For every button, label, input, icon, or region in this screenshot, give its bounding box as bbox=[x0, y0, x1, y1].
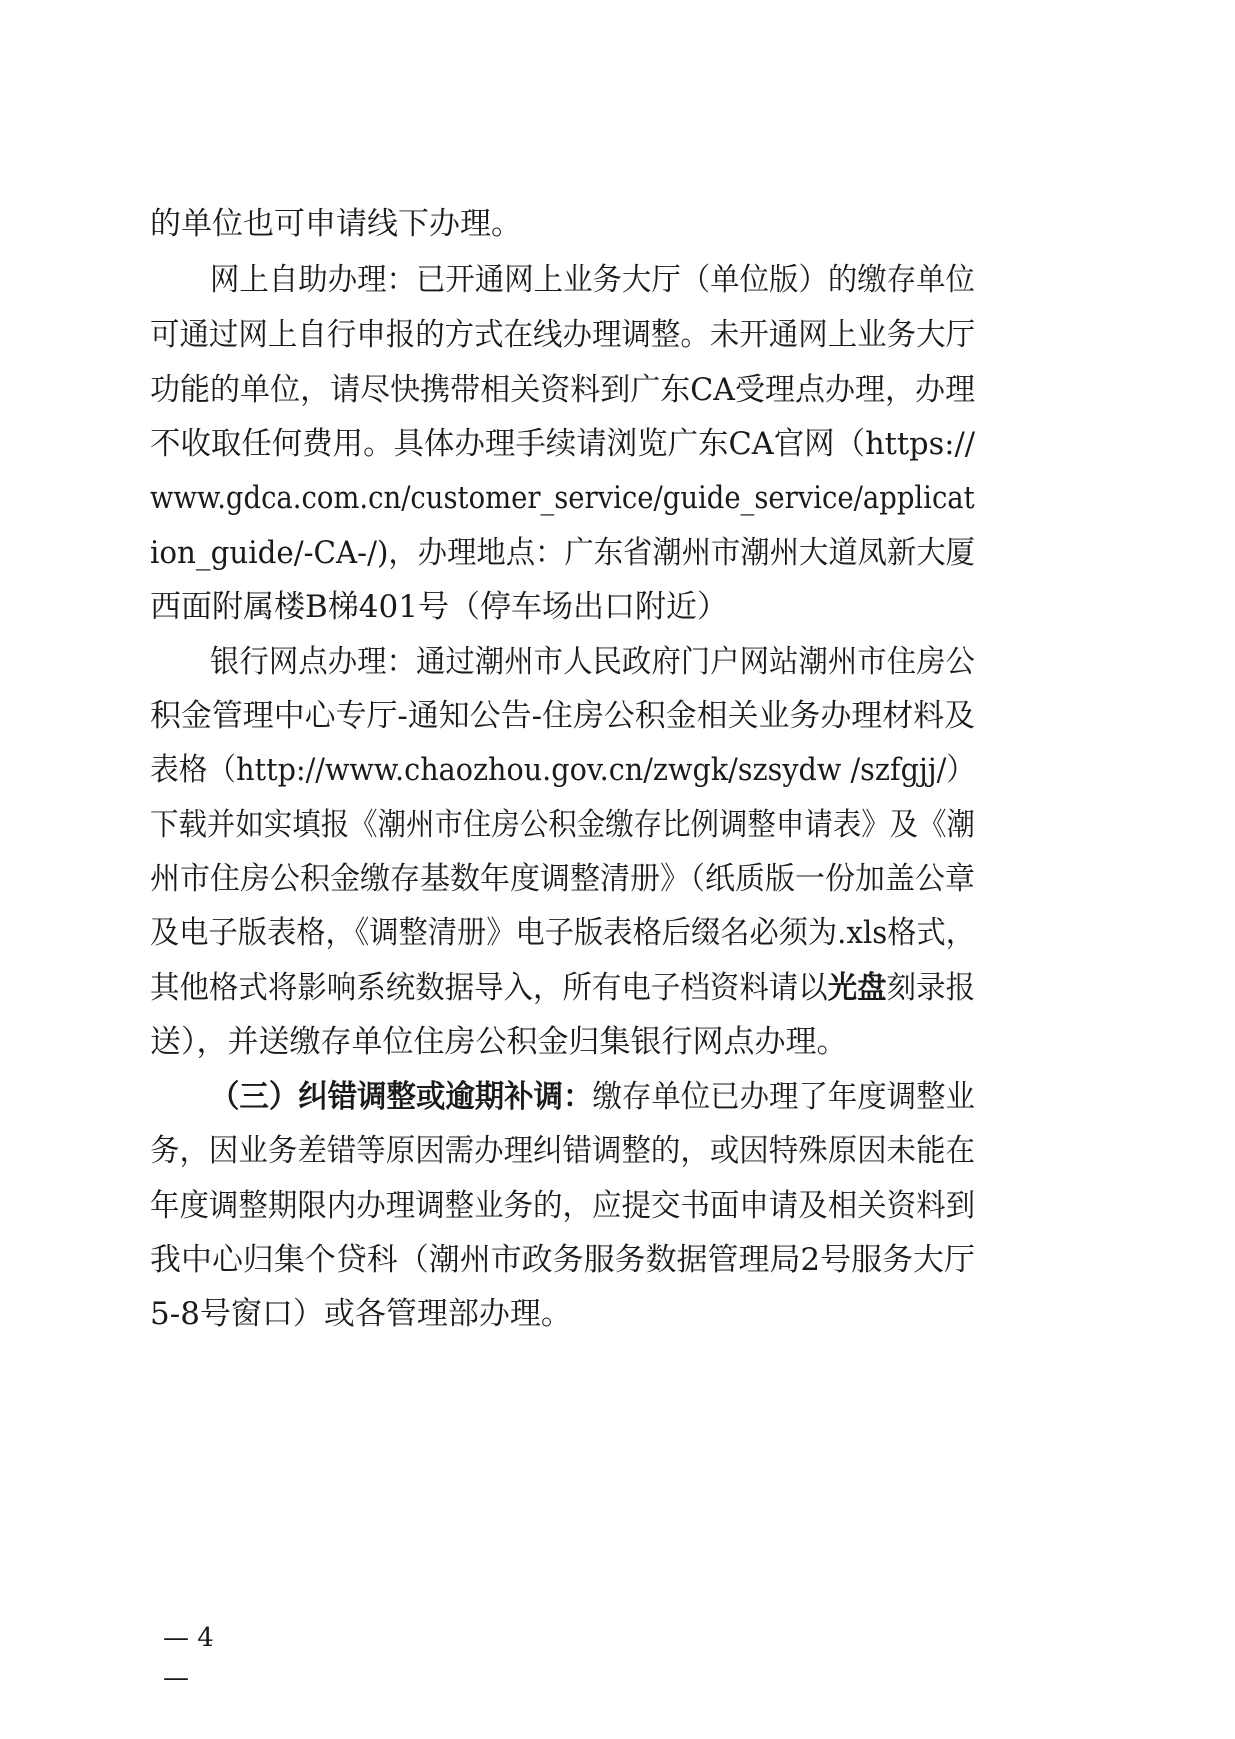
bank-line-1: 银行网点办理：通过潮州市人民政府门户网站潮州市住房公 bbox=[210, 644, 975, 680]
text-line bbox=[0, 740, 1235, 800]
text-line bbox=[0, 958, 1235, 1018]
text-line bbox=[0, 1176, 1235, 1236]
text-line bbox=[0, 414, 1235, 474]
text-line bbox=[0, 903, 1235, 963]
text-line bbox=[0, 194, 1235, 254]
bank-line-7-after: 刻录报 bbox=[886, 970, 976, 1006]
bank-line-7-bold: 光盘 bbox=[827, 970, 887, 1006]
text-line bbox=[0, 849, 1235, 909]
intro-tail-line-1: 的单位也可申请线下办理。 bbox=[150, 206, 522, 242]
online-line-5: www.gdca.com.cn/customer_service/guide_service/applicat bbox=[150, 480, 975, 516]
text-line bbox=[0, 1067, 1235, 1127]
section-three-line-4: 我中心归集个贷科（潮州市政务服务数据管理局2号服务大厅 bbox=[150, 1242, 976, 1278]
section-three-line-1-rest: 缴存单位已办理了年度调整业 bbox=[592, 1079, 975, 1115]
online-line-4: 不收取任何费用。具体办理手续请浏览广东CA官网（https:// bbox=[150, 426, 976, 462]
online-line-2: 可通过网上自行申报的方式在线办理调整。未开通网上业务大厅 bbox=[150, 317, 976, 353]
text-line bbox=[0, 1121, 1235, 1181]
page-number: — 4 — bbox=[163, 1623, 214, 1693]
bank-line-7-before: 其他格式将影响系统数据导入，所有电子档资料请以 bbox=[150, 970, 828, 1006]
online-line-6: ion_guide/-CA-/)，办理地点：广东省潮州市潮州大道凤新大厦 bbox=[150, 535, 975, 571]
text-line bbox=[0, 468, 1235, 528]
online-line-1: 网上自助办理：已开通网上业务大厅（单位版）的缴存单位 bbox=[210, 262, 975, 298]
text-line bbox=[0, 1284, 1235, 1344]
section-three-line-2: 务，因业务差错等原因需办理纠错调整的，或因特殊原因未能在 bbox=[150, 1133, 976, 1169]
bank-line-5: 州市住房公积金缴存基数年度调整清册》（纸质版一份加盖公章 bbox=[150, 861, 976, 897]
section-three-line-1 bbox=[210, 1067, 975, 1127]
online-line-7: 西面附属楼B梯401号（停车场出口附近） bbox=[150, 589, 728, 625]
text-line bbox=[0, 795, 1235, 855]
online-line-3: 功能的单位，请尽快携带相关资料到广东CA受理点办理，办理 bbox=[150, 372, 976, 408]
bank-line-2: 积金管理中心专厅-通知公告-住房公积金相关业务办理材料及 bbox=[150, 698, 976, 734]
bank-line-3: 表格（http://www.chaozhou.gov.cn/zwgk/szsydw /szfgjj/） bbox=[150, 752, 976, 788]
section-three-line-5: 5-8号窗口）或各管理部办理。 bbox=[150, 1296, 572, 1332]
bank-line-4: 下载并如实填报《潮州市住房公积金缴存比例调整申请表》及《潮 bbox=[150, 807, 976, 843]
section-three-line-3: 年度调整期限内办理调整业务的，应提交书面申请及相关资料到 bbox=[150, 1188, 976, 1224]
text-line bbox=[0, 686, 1235, 746]
text-line bbox=[0, 305, 1235, 365]
text-line bbox=[0, 577, 1235, 637]
text-line bbox=[0, 632, 1235, 692]
text-line bbox=[0, 1230, 1235, 1290]
bank-line-6: 及电子版表格，《调整清册》电子版表格后缀名必须为.xls格式， bbox=[150, 915, 976, 951]
text-line bbox=[0, 523, 1235, 583]
section-three-heading: （三）纠错调整或逾期补调： bbox=[210, 1079, 593, 1115]
text-line bbox=[0, 360, 1235, 420]
text-line bbox=[0, 250, 1235, 310]
text-line bbox=[0, 1012, 1235, 1072]
bank-line-7 bbox=[150, 958, 975, 1018]
bank-line-8: 送），并送缴存单位住房公积金归集银行网点办理。 bbox=[150, 1024, 848, 1060]
